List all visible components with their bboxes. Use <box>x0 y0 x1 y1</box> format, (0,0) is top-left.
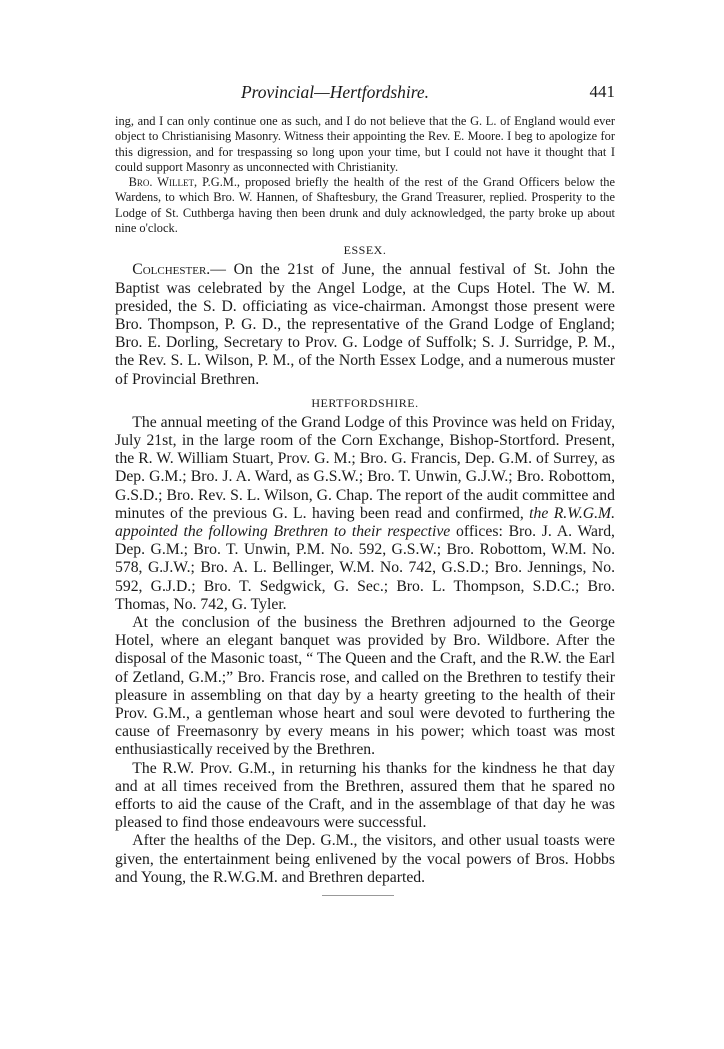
page-content <box>115 82 615 887</box>
paragraph <box>115 261 615 388</box>
paragraph: After the healths of the Dep. G.M., the visitors, and other usual toasts were given, the entertainment being enlivened by the vocal powers of Bros. Hobbs and Young, the R.W.G.M. and Brethren departed. <box>115 832 615 886</box>
paragraph: At the conclusion of the business the Brethren adjourned to the George Hotel, where an elegant banquet was provided by Bro. Wildbore. After the disposal of the Masonic toast, “ The Queen and the Craft, and the R.W. the Earl of Zetland, G.M.;” Bro. Francis rose, and called on the Brethren to testify their pleasure in assembling on that day by a hearty greeting to the health of their Prov. G.M., a gentleman whose heart and soul were devoted to furthering the cause of Freemasonry by every means in his power; which toast was most enthusiastically received by the Brethren. <box>115 614 615 759</box>
section-heading-hertfordshire: HERTFORDSHIRE. <box>311 395 419 410</box>
page-number: 441 <box>589 82 615 101</box>
speaker-name: Bro. Willet <box>128 175 194 190</box>
paragraph-text: , P.G.M., proposed briefly the health of the rest of the Grand Officers below the Wardens, to which Bro. W. Hannen, of Shaftesbury, the Grand Treasurer, replied. Prosperity to the Lodge of St. Cuthberga having then been drunk and duly acknowledged, the party broke up about nine o'clock. <box>115 175 615 236</box>
place-name: Colchester. <box>132 261 211 279</box>
section-heading-essex: ESSEX. <box>343 243 387 258</box>
paragraph <box>115 175 615 236</box>
paragraph-text: The annual meeting of the Grand Lodge of this Province was held on Friday, July 21st, in the large room of the Corn Exchange, Bishop-Stortford. Present, the R. W. William Stuart, Prov. G. M.; Bro. G. Francis, Dep. G.M. of Surrey, as Dep. G.M.; Bro. J. A. Ward, as G.S.W.; Bro. T. Unwin, G.J.W.; Bro. Robottom, G.S.D.; Bro. Rev. S. L. Wilson, G. Chap. The report of the audit committee and minutes of the previous G. L. having been read and confirmed, <box>115 413 615 522</box>
essex-section <box>115 261 615 388</box>
hertfordshire-section <box>115 414 615 887</box>
paragraph-text: offices: Bro. J. A. Ward, Dep. G.M.; Bro. T. Unwin, P.M. No. 592, G.S.W.; Bro. Robottom, W.M. No. 578, G.J.W.; Bro. A. L. Bellinger, W.M. No. 742, G.S.D.; Bro. Jennings, No. 592, G.J.D.; Bro. T. Sedgwick, G. Sec.; Bro. L. Thompson, S.D.C.; Bro. Thomas, No. 742, G. Tyler. <box>115 523 615 613</box>
paragraph-text: — On the 21st of June, the annual festival of St. John the Baptist was celebrated by the Angel Lodge, at the Cups Hotel. The W. M. presided, the S. D. officiating as vice-chairman. Amongst those present were Bro. Thompson, P. G. D., the representative of the Grand Lodge of England; Bro. E. Dorling, Secretary to Prov. G. Lodge of Suffolk; S. J. Surridge, P. M., the Rev. S. L. Wilson, P. M., of the North Essex Lodge, and a numerous muster of Provincial Brethren. <box>115 261 615 388</box>
paragraph: ing, and I can only continue one as such, and I do not believe that the G. L. of England would ever object to Christianising Masonry. Witness their appointing the Rev. E. Moore. I beg to apologize for this digression, and for trespassing so long upon your time, but I could not have it thought that I could support Masonry as unconnected with Christianity. <box>115 114 615 174</box>
end-rule <box>322 895 394 896</box>
italic-text: the R.W.G.M. appointed the following Brethren to their respective <box>115 504 615 541</box>
running-title: Provincial—Hertfordshire. <box>240 82 430 102</box>
paragraph: The R.W. Prov. G.M., in returning his thanks for the kindness he that day and at all times received from the Brethren, assured them that he spared no efforts to aid the cause of the Craft, and in the assemblage of that day he was pleased to find those endeavours were successful. <box>115 759 615 832</box>
closing-section <box>115 114 615 236</box>
page-header <box>115 82 615 106</box>
paragraph <box>115 414 615 614</box>
